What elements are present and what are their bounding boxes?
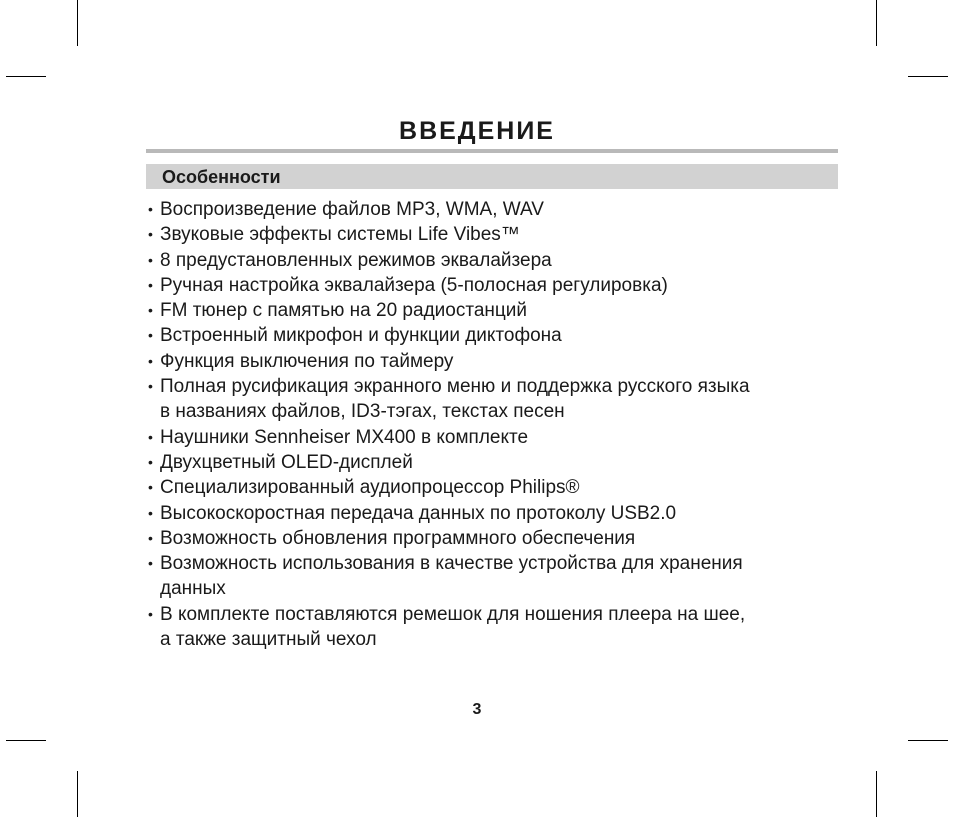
feature-text: Полная русификация экранного меню и поддержка русского языка xyxy=(160,376,750,398)
feature-text: 8 предустановленных режимов эквалайзера xyxy=(160,249,552,271)
feature-text: данных xyxy=(160,578,226,600)
feature-text: Наушники Sennheiser MX400 в комплекте xyxy=(160,426,529,448)
page-title: ВВЕДЕНИЕ xyxy=(399,117,555,145)
feature-text: в названиях файлов, ID3-тэгах, текстах песен xyxy=(160,401,565,423)
feature-item xyxy=(146,222,846,247)
bullet-icon: • xyxy=(148,529,153,546)
feature-item xyxy=(146,425,846,450)
bullet-icon: • xyxy=(148,302,153,319)
bullet-icon: • xyxy=(148,327,153,344)
feature-text: Звуковые эффекты системы Life Vibes™ xyxy=(160,224,520,246)
feature-text: Возможность обновления программного обеспечения xyxy=(160,527,636,549)
feature-text: FM тюнер с памятью на 20 радиостанций xyxy=(160,300,527,322)
crop-mark-top-left-vertical xyxy=(77,0,78,46)
feature-text: Высокоскоростная передача данных по протоколу USB2.0 xyxy=(160,502,677,524)
crop-mark-bottom-left-vertical xyxy=(77,771,78,817)
feature-text: Встроенный микрофон и функции диктофона xyxy=(160,325,562,347)
feature-item xyxy=(146,248,846,273)
feature-item xyxy=(146,551,846,602)
bullet-icon: • xyxy=(148,479,153,496)
bullet-icon: • xyxy=(148,226,153,243)
bullet-icon: • xyxy=(148,555,153,572)
bullet-icon: • xyxy=(148,201,153,217)
feature-item xyxy=(146,602,846,653)
crop-mark-bottom-left-horizontal xyxy=(6,740,46,741)
crop-mark-top-right-horizontal xyxy=(908,76,948,77)
features-list xyxy=(146,197,846,652)
feature-item xyxy=(146,197,846,222)
feature-text: В комплекте поставляются ремешок для ношения плеера на шее, xyxy=(160,603,746,625)
feature-text: Функция выключения по таймеру xyxy=(160,350,454,372)
feature-text: Специализированный аудиопроцессор Philips® xyxy=(160,477,580,499)
section-header-bar xyxy=(146,164,838,189)
feature-item xyxy=(146,501,846,526)
crop-mark-bottom-right-vertical xyxy=(876,771,877,817)
crop-mark-top-left-horizontal xyxy=(6,76,46,77)
crop-mark-top-right-vertical xyxy=(876,0,877,46)
feature-text: Ручная настройка эквалайзера (5-полосная регулировка) xyxy=(160,274,668,296)
feature-text: а также защитный чехол xyxy=(160,629,377,651)
bullet-icon: • xyxy=(148,504,153,521)
bullet-icon: • xyxy=(148,251,153,268)
feature-item xyxy=(146,349,846,374)
bullet-icon: • xyxy=(148,352,153,369)
feature-item xyxy=(146,298,846,323)
feature-item xyxy=(146,450,846,475)
feature-item xyxy=(146,374,846,425)
bullet-icon: • xyxy=(148,378,153,395)
bullet-icon: • xyxy=(148,276,153,293)
feature-text: Воспроизведение файлов MP3, WMA, WAV xyxy=(160,199,544,220)
bullet-icon: • xyxy=(148,428,153,445)
feature-item xyxy=(146,475,846,500)
title-divider xyxy=(146,149,838,153)
feature-item xyxy=(146,273,846,298)
feature-item xyxy=(146,323,846,348)
feature-text: Возможность использования в качестве устройства для хранения xyxy=(160,553,743,575)
feature-item xyxy=(146,526,846,551)
bullet-icon: • xyxy=(148,605,153,622)
bullet-icon: • xyxy=(148,453,153,470)
page-number: 3 xyxy=(472,701,482,718)
section-title: Особенности xyxy=(162,167,281,187)
crop-mark-bottom-right-horizontal xyxy=(908,740,948,741)
feature-text: Двухцветный OLED-дисплей xyxy=(160,451,413,473)
